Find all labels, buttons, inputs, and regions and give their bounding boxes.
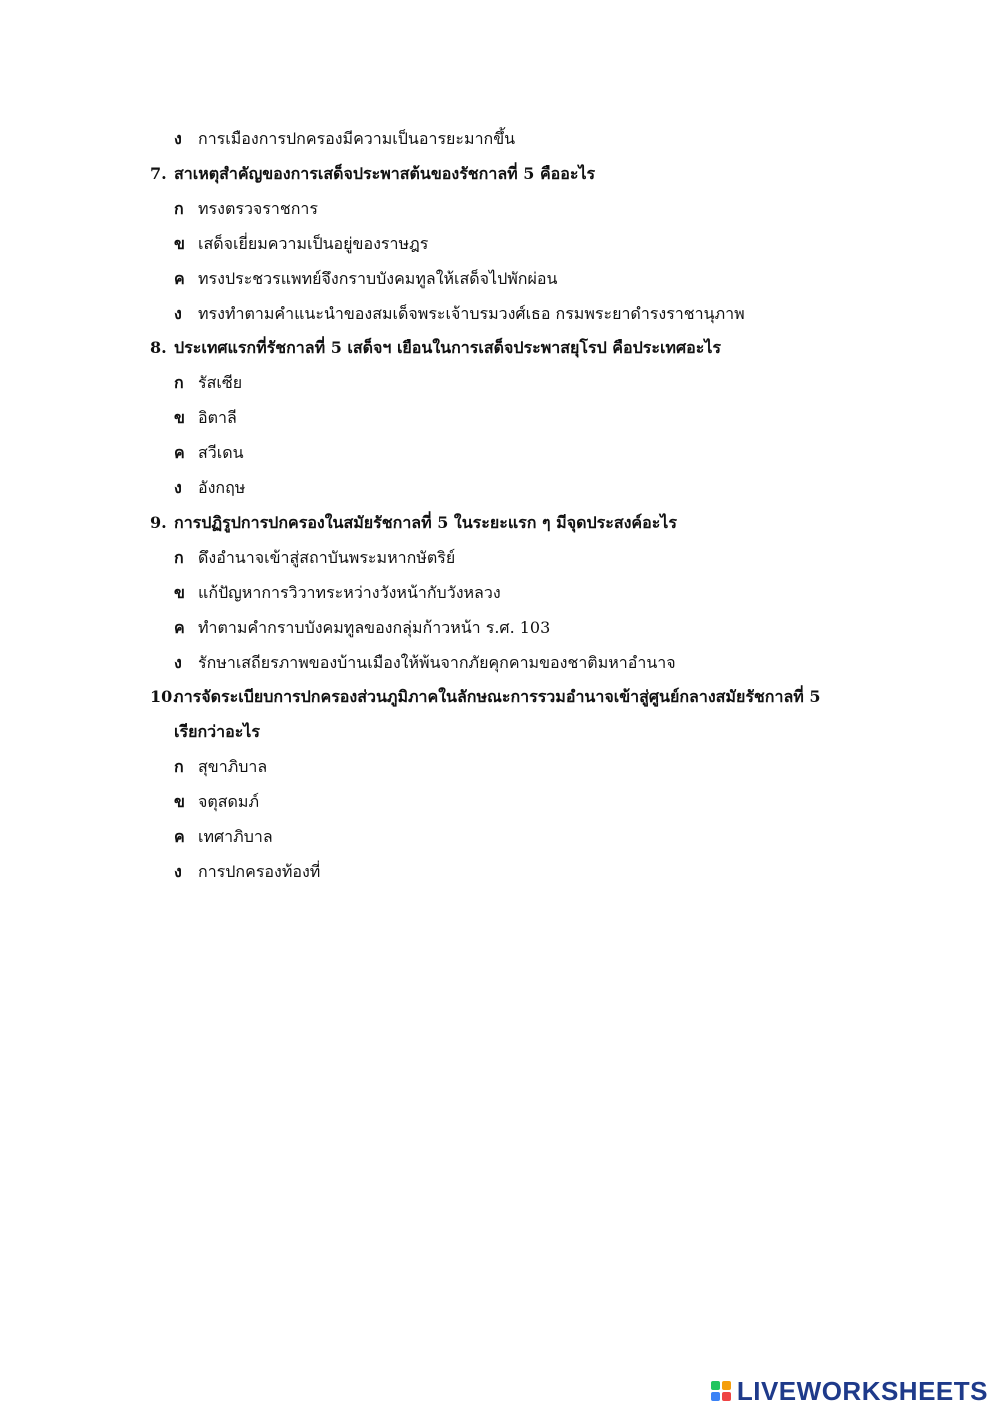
brand-name: LIVEWORKSHEETS	[736, 1376, 988, 1406]
option-letter: ง	[174, 862, 182, 881]
answer-option[interactable]	[174, 368, 242, 398]
question-number: 9.	[150, 513, 167, 532]
answer-option[interactable]	[174, 752, 267, 782]
answer-option[interactable]	[174, 124, 515, 154]
logo-tile	[711, 1392, 720, 1401]
option-letter: ก	[174, 757, 184, 776]
liveworksheets-logo[interactable]	[711, 1376, 988, 1406]
option-letter: ก	[174, 373, 184, 392]
option-text: แก้ปัญหาการวิวาทระหว่างวังหน้ากับวังหลวง	[198, 583, 501, 602]
option-letter: ค	[174, 618, 185, 637]
answer-option[interactable]	[174, 543, 455, 573]
option-letter: ง	[174, 653, 182, 672]
option-text: ดึงอำนาจเข้าสู่สถาบันพระมหากษัตริย์	[198, 548, 456, 567]
option-text: ทำตามคำกราบบังคมทูลของกลุ่มก้าวหน้า ร.ศ. 103	[198, 618, 551, 637]
answer-option[interactable]	[174, 403, 237, 433]
logo-tile	[711, 1381, 720, 1390]
option-text: เสด็จเยี่ยมความเป็นอยู่ของราษฎร	[198, 234, 429, 253]
answer-option[interactable]	[174, 613, 550, 643]
option-text: รัสเซีย	[198, 373, 243, 392]
option-text: อังกฤษ	[198, 478, 246, 497]
question-row	[150, 333, 721, 363]
question-row	[150, 159, 595, 189]
option-text: เทศาภิบาล	[198, 827, 273, 846]
answer-option[interactable]	[174, 648, 676, 678]
option-letter: ข	[174, 792, 185, 811]
question-text: การจัดระเบียบการปกครองส่วนภูมิภาคในลักษณะการรวมอำนาจเข้าสู่ศูนย์กลางสมัยรัชกาลที่ 5	[174, 687, 821, 706]
option-text: อิตาลี	[198, 408, 237, 427]
answer-option[interactable]	[174, 822, 273, 852]
option-text: การปกครองท้องที่	[198, 862, 321, 881]
question-row	[150, 508, 677, 538]
option-text: การเมืองการปกครองมีความเป็นอารยะมากขึ้น	[198, 129, 516, 148]
question-text: สาเหตุสำคัญของการเสด็จประพาสต้นของรัชกาลที่ 5 คืออะไร	[174, 164, 596, 183]
question-text: การปฏิรูปการปกครองในสมัยรัชกาลที่ 5 ในระยะแรก ๆ มีจุดประสงค์อะไร	[174, 513, 677, 532]
option-letter: ก	[174, 548, 184, 567]
option-text: ทรงทำตามคำแนะนำของสมเด็จพระเจ้าบรมวงศ์เธอ กรมพระยาดำรงราชานุภาพ	[198, 304, 745, 323]
logo-tile	[722, 1392, 731, 1401]
question-continuation	[174, 717, 260, 747]
option-letter: ค	[174, 443, 185, 462]
question-text: ประเทศแรกที่รัชกาลที่ 5 เสด็จฯ เยือนในการเสด็จประพาสยุโรป คือประเทศอะไร	[174, 338, 721, 357]
answer-option[interactable]	[174, 473, 245, 503]
question-text: เรียกว่าอะไร	[174, 722, 260, 741]
option-letter: ง	[174, 129, 182, 148]
option-text: รักษาเสถียรภาพของบ้านเมืองให้พ้นจากภัยคุกคามของชาติมหาอำนาจ	[198, 653, 676, 672]
option-letter: ค	[174, 827, 185, 846]
question-number: 7.	[150, 164, 167, 183]
option-letter: ข	[174, 408, 185, 427]
question-row	[150, 682, 821, 712]
answer-option[interactable]	[174, 857, 320, 887]
option-letter: ข	[174, 234, 185, 253]
answer-option[interactable]	[174, 194, 318, 224]
option-text: สวีเดน	[198, 443, 244, 462]
answer-option[interactable]	[174, 299, 745, 329]
logo-tile	[722, 1381, 731, 1390]
answer-option[interactable]	[174, 438, 244, 468]
option-letter: ก	[174, 199, 184, 218]
option-text: สุขาภิบาล	[198, 757, 268, 776]
logo-tiles-icon	[711, 1381, 731, 1401]
option-text: ทรงตรวจราชการ	[198, 199, 318, 218]
answer-option[interactable]	[174, 264, 557, 294]
answer-option[interactable]	[174, 787, 259, 817]
answer-option[interactable]	[174, 229, 428, 259]
option-text: ทรงประชวรแพทย์จึงกราบบังคมทูลให้เสด็จไปพักผ่อน	[198, 269, 558, 288]
option-letter: ข	[174, 583, 185, 602]
option-letter: ค	[174, 269, 185, 288]
option-text: จตุสดมภ์	[198, 792, 260, 811]
question-number: 10.	[150, 687, 178, 706]
option-letter: ง	[174, 304, 182, 323]
answer-option[interactable]	[174, 578, 501, 608]
option-letter: ง	[174, 478, 182, 497]
question-number: 8.	[150, 338, 167, 357]
